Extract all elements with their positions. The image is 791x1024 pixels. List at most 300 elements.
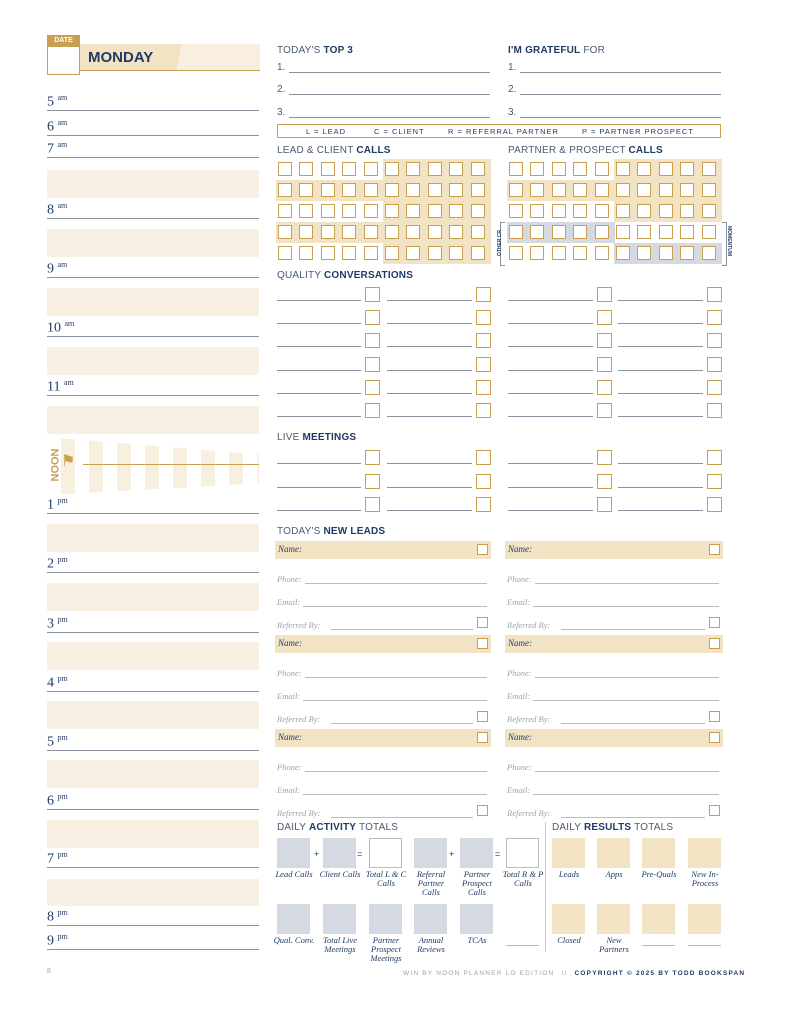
call-checkbox[interactable] (595, 204, 609, 218)
call-checkbox[interactable] (364, 246, 378, 260)
call-checkbox[interactable] (449, 183, 463, 197)
result-total-box[interactable] (642, 838, 675, 868)
entry-line[interactable] (508, 300, 593, 301)
entry-checkbox[interactable] (476, 403, 491, 418)
entry-line[interactable] (387, 323, 472, 324)
activity-total-box[interactable] (460, 838, 493, 868)
entry-line[interactable] (277, 487, 361, 488)
operator-sign: + (314, 849, 320, 859)
hour-line (47, 157, 259, 158)
entry-checkbox[interactable] (365, 403, 380, 418)
entry-line[interactable] (508, 510, 593, 511)
call-checkbox[interactable] (321, 183, 335, 197)
result-total-box[interactable] (688, 904, 721, 934)
entry-checkbox[interactable] (707, 287, 722, 302)
entry-line[interactable] (277, 346, 361, 347)
call-checkbox[interactable] (530, 225, 544, 239)
lead-name-field[interactable]: Name: (505, 729, 723, 747)
activity-total-box[interactable] (506, 838, 539, 868)
call-checkbox[interactable] (299, 225, 313, 239)
entry-checkbox[interactable] (365, 287, 380, 302)
hour-label: 5 $^{am}$ (47, 93, 68, 110)
result-total-box[interactable] (642, 904, 675, 934)
entry-checkbox[interactable] (707, 403, 722, 418)
lead-phone-line[interactable] (535, 771, 719, 772)
momentum-label: MOMENTUM (726, 226, 732, 256)
call-checkbox[interactable] (299, 204, 313, 218)
call-checkbox[interactable] (702, 183, 716, 197)
activity-totals-heading: DAILY ACTIVITY TOTALS (277, 822, 399, 833)
call-checkbox[interactable] (680, 225, 694, 239)
call-checkbox[interactable] (509, 204, 523, 218)
call-checkbox[interactable] (321, 246, 335, 260)
lead-phone-label: Phone: (277, 762, 302, 772)
lead-referred-checkbox[interactable] (709, 805, 720, 816)
call-checkbox[interactable] (637, 225, 651, 239)
hour-line (47, 691, 259, 692)
entry-line[interactable] (277, 463, 361, 464)
entry-checkbox[interactable] (707, 333, 722, 348)
result-total-box[interactable] (552, 838, 585, 868)
entry-checkbox[interactable] (597, 287, 612, 302)
entry-line[interactable] (387, 300, 472, 301)
entry-line[interactable] (387, 463, 472, 464)
lead-email-line[interactable] (533, 794, 719, 795)
entry-checkbox[interactable] (476, 287, 491, 302)
half-hour-slot[interactable] (47, 879, 259, 906)
grateful-line[interactable] (520, 117, 721, 118)
entry-line[interactable] (387, 393, 472, 394)
call-checkbox[interactable] (509, 246, 523, 260)
activity-total-label: Partner Prospect Calls (462, 869, 492, 897)
call-checkbox[interactable] (509, 225, 523, 239)
operator-sign: = (357, 849, 363, 859)
call-checkbox[interactable] (449, 225, 463, 239)
entry-line[interactable] (508, 416, 593, 417)
lead-referred-checkbox[interactable] (709, 617, 720, 628)
call-checkbox[interactable] (471, 183, 485, 197)
activity-total-box[interactable] (414, 904, 447, 934)
lead-name-checkbox[interactable] (477, 544, 488, 555)
activity-total-label: Client Calls (319, 869, 361, 879)
call-checkbox[interactable] (321, 204, 335, 218)
half-hour-slot[interactable] (47, 820, 259, 848)
entry-line[interactable] (618, 323, 703, 324)
hour-label: 2 $^{pm}$ (47, 555, 68, 572)
call-checkbox[interactable] (659, 246, 673, 260)
call-checkbox[interactable] (406, 183, 420, 197)
activity-total-label: Qual. Conv. (273, 935, 315, 945)
call-checkbox[interactable] (509, 183, 523, 197)
hour-label: 7 $^{am}$ (47, 140, 68, 157)
lead-email-line[interactable] (533, 700, 719, 701)
lead-name-checkbox[interactable] (477, 732, 488, 743)
hour-line (47, 218, 259, 219)
half-hour-slot[interactable] (47, 406, 259, 434)
lead-name-checkbox[interactable] (477, 638, 488, 649)
lead-referred-line[interactable] (561, 817, 705, 818)
entry-line[interactable] (618, 510, 703, 511)
call-checkbox[interactable] (278, 162, 292, 176)
lead-referred-checkbox[interactable] (477, 617, 488, 628)
lead-referred-label: Referred By: (277, 808, 321, 818)
lead-email-line[interactable] (303, 606, 487, 607)
entry-line[interactable] (508, 463, 593, 464)
activity-total-box[interactable] (277, 838, 310, 868)
call-checkbox[interactable] (342, 246, 356, 260)
activity-total-label: Annual Reviews (417, 935, 445, 954)
call-checkbox[interactable] (385, 183, 399, 197)
call-checkbox[interactable] (616, 183, 630, 197)
top3-item-number: 3. (277, 107, 286, 118)
entry-checkbox[interactable] (597, 380, 612, 395)
call-checkbox[interactable] (637, 162, 651, 176)
lead-name-checkbox[interactable] (709, 732, 720, 743)
entry-checkbox[interactable] (707, 310, 722, 325)
call-checkbox[interactable] (659, 183, 673, 197)
call-checkbox[interactable] (680, 162, 694, 176)
call-checkbox[interactable] (406, 204, 420, 218)
lead-referred-line[interactable] (331, 723, 473, 724)
result-total-box[interactable] (688, 838, 721, 868)
call-checkbox[interactable] (299, 183, 313, 197)
entry-line[interactable] (277, 370, 361, 371)
lead-referred-label: Referred By: (277, 714, 321, 724)
call-checkbox[interactable] (530, 162, 544, 176)
call-checkbox[interactable] (385, 204, 399, 218)
activity-total-box[interactable] (323, 904, 356, 934)
call-checkbox[interactable] (573, 183, 587, 197)
lead-referred-checkbox[interactable] (709, 711, 720, 722)
entry-checkbox[interactable] (365, 310, 380, 325)
call-checkbox[interactable] (702, 204, 716, 218)
call-checkbox[interactable] (573, 225, 587, 239)
call-checkbox[interactable] (406, 162, 420, 176)
entry-line[interactable] (508, 323, 593, 324)
call-checkbox[interactable] (278, 204, 292, 218)
call-checkbox[interactable] (552, 183, 566, 197)
entry-line[interactable] (618, 416, 703, 417)
entry-checkbox[interactable] (476, 450, 491, 465)
call-checkbox[interactable] (595, 246, 609, 260)
call-checkbox[interactable] (637, 246, 651, 260)
call-checkbox[interactable] (552, 204, 566, 218)
half-hour-slot[interactable] (47, 170, 259, 198)
result-total-box[interactable] (552, 904, 585, 934)
result-total-label: Pre-Quals (641, 869, 677, 879)
call-checkbox[interactable] (637, 183, 651, 197)
call-checkbox[interactable] (573, 204, 587, 218)
call-checkbox[interactable] (342, 183, 356, 197)
call-checkbox[interactable] (428, 204, 442, 218)
call-checkbox[interactable] (278, 225, 292, 239)
half-hour-slot[interactable] (47, 701, 259, 729)
lead-referred-checkbox[interactable] (477, 711, 488, 722)
result-total-label: Apps (605, 869, 623, 879)
call-checkbox[interactable] (299, 246, 313, 260)
entry-line[interactable] (508, 393, 593, 394)
entry-line[interactable] (618, 370, 703, 371)
top3-item-number: 2. (277, 84, 286, 95)
lead-client-calls-heading: LEAD & CLIENT CALLS (277, 145, 391, 156)
entry-line[interactable] (618, 463, 703, 464)
call-checkbox[interactable] (299, 162, 313, 176)
entry-checkbox[interactable] (365, 497, 380, 512)
entry-line[interactable] (618, 393, 703, 394)
lead-email-label: Email: (277, 691, 301, 701)
grateful-heading: I'M GRATEFUL FOR (508, 45, 606, 56)
noon-label: NOON (49, 448, 62, 482)
legend-referral: R = REFERRAL PARTNER (448, 127, 559, 136)
call-checkbox[interactable] (552, 246, 566, 260)
entry-line[interactable] (277, 323, 361, 324)
call-checkbox[interactable] (680, 183, 694, 197)
entry-line[interactable] (277, 510, 361, 511)
lead-referred-line[interactable] (561, 723, 705, 724)
entry-checkbox[interactable] (597, 333, 612, 348)
legend-partner: P = PARTNER PROSPECT (582, 127, 694, 136)
entry-line[interactable] (508, 370, 593, 371)
entry-line[interactable] (387, 416, 472, 417)
half-hour-slot[interactable] (47, 524, 259, 552)
call-checkbox[interactable] (428, 162, 442, 176)
call-checkbox[interactable] (595, 225, 609, 239)
live-meetings-heading: LIVE MEETINGS (277, 432, 357, 443)
call-checkbox[interactable] (595, 183, 609, 197)
call-checkbox[interactable] (637, 204, 651, 218)
activity-total-box[interactable] (323, 838, 356, 868)
lead-name-field[interactable]: Name: (505, 541, 723, 559)
lead-referred-line[interactable] (561, 629, 705, 630)
entry-line[interactable] (277, 393, 361, 394)
lead-referred-label: Referred By: (507, 620, 551, 630)
call-checkbox[interactable] (428, 246, 442, 260)
call-checkbox[interactable] (595, 162, 609, 176)
lead-referred-line[interactable] (331, 629, 473, 630)
result-blank-line (642, 945, 675, 946)
call-checkbox[interactable] (406, 225, 420, 239)
grateful-line[interactable] (520, 72, 721, 73)
lead-phone-line[interactable] (535, 677, 719, 678)
lead-phone-line[interactable] (305, 771, 487, 772)
call-checkbox[interactable] (364, 225, 378, 239)
entry-line[interactable] (508, 487, 593, 488)
top3-heading: TODAY'S TOP 3 (277, 45, 354, 56)
call-checkbox[interactable] (680, 204, 694, 218)
hour-line (47, 336, 259, 337)
entry-checkbox[interactable] (476, 333, 491, 348)
lead-name-checkbox[interactable] (709, 544, 720, 555)
hour-line (47, 925, 259, 926)
call-checkbox[interactable] (616, 162, 630, 176)
entry-line[interactable] (618, 346, 703, 347)
call-checkbox[interactable] (616, 246, 630, 260)
entry-line[interactable] (387, 510, 472, 511)
top3-line[interactable] (289, 117, 490, 118)
grateful-line[interactable] (520, 94, 721, 95)
call-checkbox[interactable] (449, 204, 463, 218)
activity-total-box[interactable] (414, 838, 447, 868)
call-checkbox[interactable] (364, 162, 378, 176)
call-checkbox[interactable] (471, 162, 485, 176)
lead-email-label: Email: (277, 785, 301, 795)
call-checkbox[interactable] (342, 225, 356, 239)
lead-name-field[interactable]: Name: (505, 635, 723, 653)
call-checkbox[interactable] (573, 162, 587, 176)
call-checkbox[interactable] (278, 183, 292, 197)
call-checkbox[interactable] (659, 225, 673, 239)
entry-checkbox[interactable] (365, 450, 380, 465)
entry-checkbox[interactable] (365, 380, 380, 395)
entry-checkbox[interactable] (597, 497, 612, 512)
call-checkbox[interactable] (406, 246, 420, 260)
entry-checkbox[interactable] (597, 403, 612, 418)
entry-checkbox[interactable] (707, 497, 722, 512)
activity-total-box[interactable] (460, 904, 493, 934)
lead-referred-checkbox[interactable] (477, 805, 488, 816)
call-checkbox[interactable] (321, 162, 335, 176)
result-total-box[interactable] (597, 838, 630, 868)
call-checkbox[interactable] (342, 162, 356, 176)
entry-line[interactable] (277, 416, 361, 417)
operator-sign: = (495, 849, 501, 859)
top3-line[interactable] (289, 94, 490, 95)
call-checkbox[interactable] (659, 162, 673, 176)
grateful-item-number: 2. (508, 84, 517, 95)
call-checkbox[interactable] (702, 162, 716, 176)
half-hour-slot[interactable] (47, 583, 259, 611)
entry-checkbox[interactable] (476, 474, 491, 489)
call-checkbox[interactable] (616, 225, 630, 239)
call-checkbox[interactable] (573, 246, 587, 260)
half-hour-slot[interactable] (47, 642, 259, 670)
call-checkbox[interactable] (616, 204, 630, 218)
entry-checkbox[interactable] (597, 450, 612, 465)
entry-line[interactable] (387, 370, 472, 371)
hour-label: 6 $^{am}$ (47, 118, 68, 135)
entry-checkbox[interactable] (476, 497, 491, 512)
entry-checkbox[interactable] (707, 474, 722, 489)
top3-line[interactable] (289, 72, 490, 73)
call-checkbox[interactable] (449, 162, 463, 176)
call-checkbox[interactable] (471, 225, 485, 239)
call-checkbox[interactable] (428, 183, 442, 197)
result-total-label: New In-Process (691, 869, 719, 888)
activity-total-label: Partner Prospect Meetings (370, 935, 402, 963)
call-checkbox[interactable] (659, 204, 673, 218)
activity-total-box[interactable] (369, 838, 402, 868)
hour-line (47, 395, 259, 396)
entry-checkbox[interactable] (707, 450, 722, 465)
entry-line[interactable] (508, 346, 593, 347)
hour-label: 9 $^{pm}$ (47, 932, 68, 949)
lead-name-field[interactable]: Name: (275, 729, 491, 747)
lead-phone-line[interactable] (305, 677, 487, 678)
activity-total-box[interactable] (277, 904, 310, 934)
lead-name-checkbox[interactable] (709, 638, 720, 649)
call-checkbox[interactable] (530, 183, 544, 197)
entry-checkbox[interactable] (476, 380, 491, 395)
call-checkbox[interactable] (364, 204, 378, 218)
entry-line[interactable] (387, 487, 472, 488)
entry-checkbox[interactable] (476, 357, 491, 372)
entry-checkbox[interactable] (365, 474, 380, 489)
lead-email-line[interactable] (303, 700, 487, 701)
hour-label: 5 $^{pm}$ (47, 733, 68, 750)
date-box[interactable] (47, 47, 80, 75)
entry-checkbox[interactable] (597, 474, 612, 489)
hour-line (47, 809, 259, 810)
entry-line[interactable] (277, 300, 361, 301)
half-hour-slot[interactable] (47, 347, 259, 375)
hour-label: 10 $^{am}$ (47, 319, 75, 336)
call-checkbox[interactable] (385, 246, 399, 260)
new-leads-heading: TODAY'S NEW LEADS (277, 526, 386, 537)
call-checkbox[interactable] (680, 246, 694, 260)
call-checkbox[interactable] (364, 183, 378, 197)
entry-checkbox[interactable] (707, 380, 722, 395)
call-checkbox[interactable] (385, 225, 399, 239)
activity-total-label: TCAs (467, 935, 487, 945)
lead-referred-label: Referred By: (507, 714, 551, 724)
call-checkbox[interactable] (449, 246, 463, 260)
call-checkbox[interactable] (530, 246, 544, 260)
entry-checkbox[interactable] (365, 357, 380, 372)
entry-checkbox[interactable] (597, 357, 612, 372)
call-checkbox[interactable] (552, 225, 566, 239)
entry-line[interactable] (618, 300, 703, 301)
lead-phone-line[interactable] (305, 583, 487, 584)
day-title: MONDAY (88, 49, 154, 66)
call-checkbox[interactable] (471, 246, 485, 260)
lead-email-line[interactable] (533, 606, 719, 607)
lead-name-field[interactable]: Name: (275, 635, 491, 653)
half-hour-slot[interactable] (47, 229, 259, 257)
lead-email-line[interactable] (303, 794, 487, 795)
lead-phone-line[interactable] (535, 583, 719, 584)
activity-total-box[interactable] (369, 904, 402, 934)
lead-name-field[interactable]: Name: (275, 541, 491, 559)
entry-line[interactable] (618, 487, 703, 488)
result-total-box[interactable] (597, 904, 630, 934)
noon-banner (47, 437, 259, 495)
call-checkbox[interactable] (278, 246, 292, 260)
call-checkbox[interactable] (702, 225, 716, 239)
footer-text: WIN BY NOON PLANNER LO EDITION // COPYRIGHT © 2025 BY TODD BOOKSPAN (403, 970, 746, 977)
call-checkbox[interactable] (471, 204, 485, 218)
call-checkbox[interactable] (321, 225, 335, 239)
call-checkbox[interactable] (385, 162, 399, 176)
call-checkbox[interactable] (428, 225, 442, 239)
hour-label: 8 $^{am}$ (47, 201, 68, 218)
entry-checkbox[interactable] (597, 310, 612, 325)
hour-label: 9 $^{am}$ (47, 260, 68, 277)
lead-phone-label: Phone: (277, 574, 302, 584)
half-hour-slot[interactable] (47, 288, 259, 316)
lead-referred-line[interactable] (331, 817, 473, 818)
call-checkbox[interactable] (702, 246, 716, 260)
call-checkbox[interactable] (552, 162, 566, 176)
call-checkbox[interactable] (342, 204, 356, 218)
activity-total-label: Lead Calls (275, 869, 313, 879)
call-checkbox[interactable] (509, 162, 523, 176)
half-hour-slot[interactable] (47, 760, 259, 788)
entry-checkbox[interactable] (365, 333, 380, 348)
entry-checkbox[interactable] (476, 310, 491, 325)
call-checkbox[interactable] (530, 204, 544, 218)
entry-line[interactable] (387, 346, 472, 347)
entry-checkbox[interactable] (707, 357, 722, 372)
